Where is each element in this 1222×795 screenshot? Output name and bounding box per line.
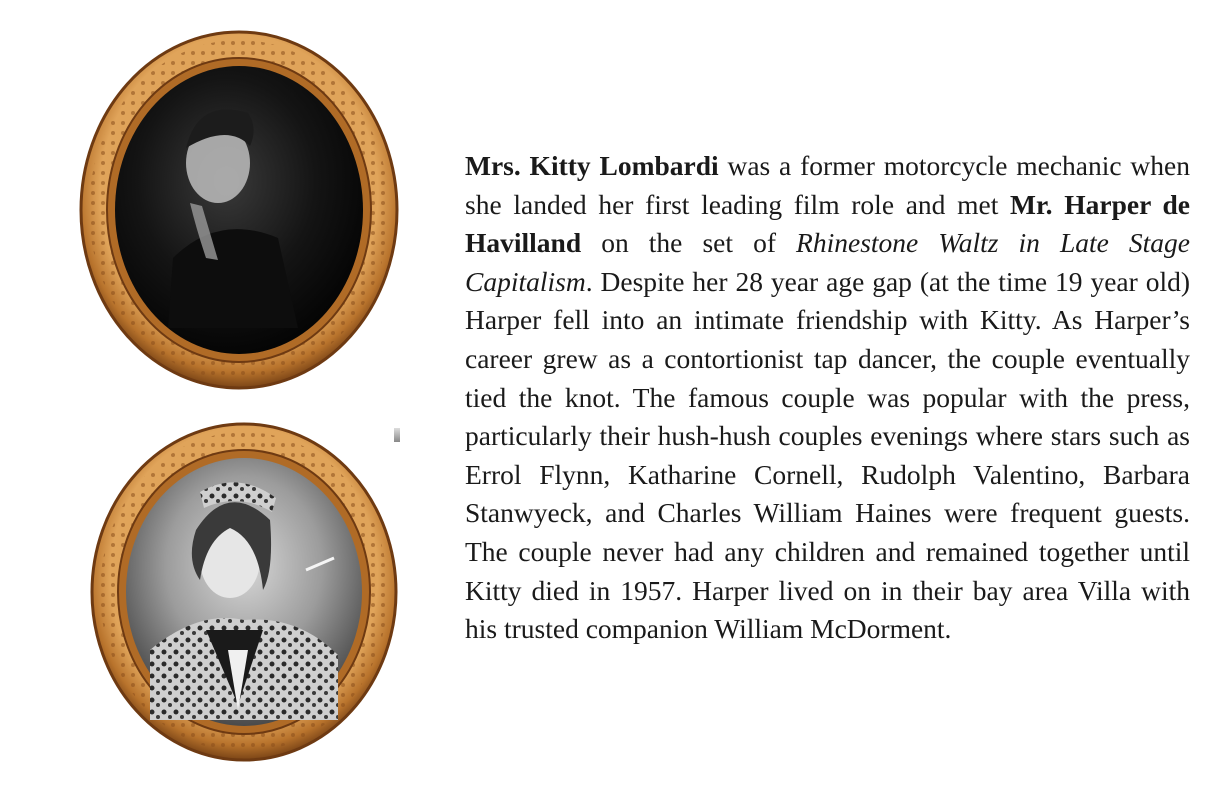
person-name-kitty: Mrs. Kitty Lombardi — [465, 150, 719, 181]
portrait-frame-top — [78, 28, 400, 392]
bio-text-part-1: was a former motorcycle mechanic when she landed her first leading film role and met — [465, 150, 1190, 220]
scan-artifact — [394, 428, 400, 442]
portrait-frame-bottom — [88, 420, 400, 764]
bio-paragraph — [465, 147, 1190, 649]
bio-text-part-3: . Despite her 28 year age gap (at the time 19 year old) Harper fell into an intimate friendship with Kitty. As Harper’s career grew as a contortionist tap dancer, the couple eventually tied the knot. The famous couple was popular with the press, particularly their hush-hush couples evenings where stars such as Errol Flynn, Katharine Cornell, Rudolph Valentino, Barbara Stanwyeck, and Charles William Haines were frequent guests. The couple never had any children and remained together until Kitty died in 1957. Harper lived on in their bay area Villa with his trusted companion William McDorment. — [465, 265, 1190, 645]
person-name-harper: Mr. Harper de Havilland — [465, 188, 1190, 259]
bio-text-part-2: on the set of — [581, 227, 797, 259]
film-title: Rhinestone Waltz in Late Stage Capitalism — [465, 227, 1190, 297]
